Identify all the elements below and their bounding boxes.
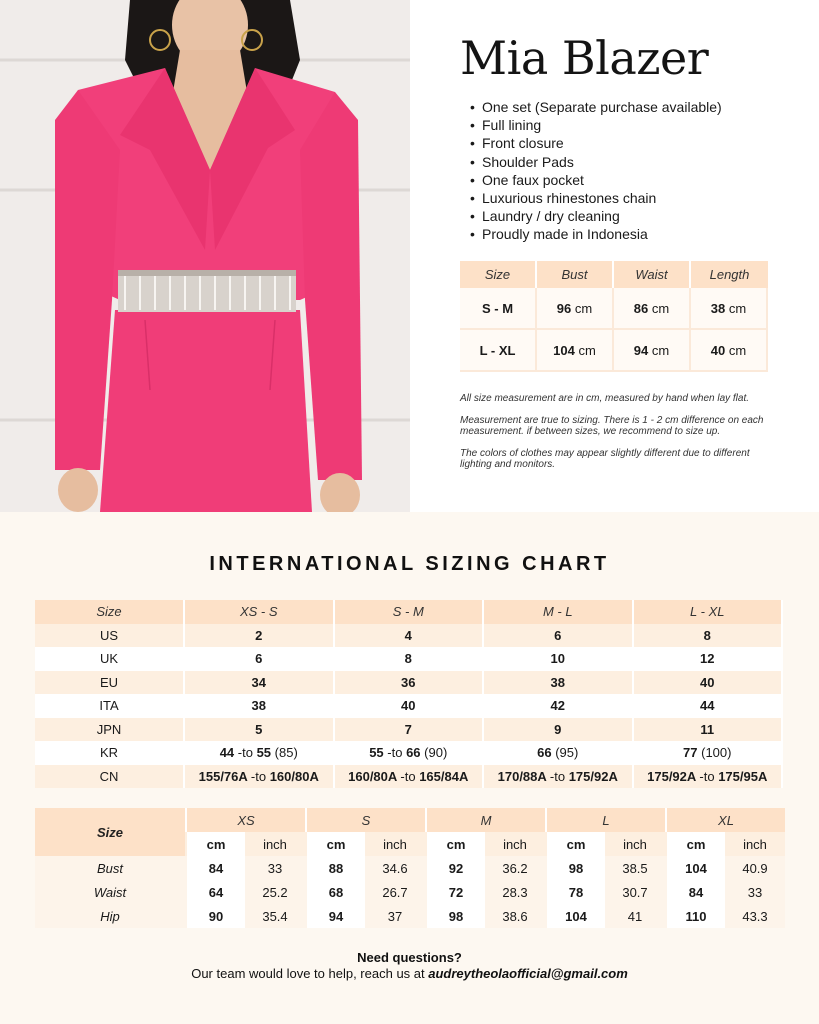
- inch-value-cell: 28.3: [485, 880, 545, 904]
- body-measurement-table: [35, 808, 785, 928]
- size-table-header-row: [460, 261, 768, 288]
- contact-line: [0, 966, 819, 982]
- length-header: Length: [691, 261, 768, 288]
- cm-value-cell: 90: [185, 904, 245, 928]
- intl-cell: 8: [335, 647, 485, 671]
- product-details: [460, 30, 790, 244]
- measure-size-group: XS: [185, 808, 305, 832]
- intl-header-cell: XS - S: [185, 600, 335, 624]
- cm-value-cell: 110: [665, 904, 725, 928]
- cm-value-cell: 98: [425, 904, 485, 928]
- intl-header-cell: M - L: [484, 600, 634, 624]
- measure-size-group: XL: [665, 808, 785, 832]
- intl-cell: 4: [335, 624, 485, 648]
- intl-row: [35, 647, 783, 671]
- measure-size-header: Size: [35, 808, 185, 856]
- intl-row-label: US: [35, 624, 185, 648]
- intl-cell: 38: [484, 671, 634, 695]
- intl-row-label: ITA: [35, 694, 185, 718]
- inch-value-cell: 41: [605, 904, 665, 928]
- contact-email-link[interactable]: audreytheolaofficial@gmail.com: [428, 966, 628, 981]
- inch-unit-header: inch: [245, 832, 305, 856]
- measure-row-label: Bust: [35, 856, 185, 880]
- intl-cell: 11: [634, 718, 784, 742]
- inch-unit-header: inch: [725, 832, 785, 856]
- cm-unit-header: cm: [305, 832, 365, 856]
- cm-value-cell: 94: [305, 904, 365, 928]
- intl-cell: 9: [484, 718, 634, 742]
- measure-size-group: S: [305, 808, 425, 832]
- inch-value-cell: 33: [245, 856, 305, 880]
- size-row: [460, 288, 768, 330]
- inch-value-cell: 40.9: [725, 856, 785, 880]
- inch-value-cell: 25.2: [245, 880, 305, 904]
- note-text: All size measurement are in cm, measured by hand when lay flat.: [460, 393, 750, 404]
- measurement-notes: [460, 393, 780, 481]
- feature-item: • Luxurious rhinestones chain: [470, 189, 790, 207]
- measure-row: [35, 880, 785, 904]
- size-header: Size: [460, 261, 537, 288]
- intl-row-label: UK: [35, 647, 185, 671]
- intl-cell: 10: [484, 647, 634, 671]
- measure-size-row: [35, 808, 785, 832]
- feature-list: [470, 98, 790, 244]
- product-title: Mia Blazer: [460, 31, 709, 85]
- intl-header-cell: Size: [35, 600, 185, 624]
- intl-row: [35, 671, 783, 695]
- intl-row: [35, 694, 783, 718]
- product-photo: [0, 0, 410, 512]
- intl-cell: 5: [185, 718, 335, 742]
- intl-cell: 155/76A -to 160/80A: [185, 765, 335, 789]
- cm-value-cell: 88: [305, 856, 365, 880]
- cm-value-cell: 84: [665, 880, 725, 904]
- model-wearing-blazer-image: [0, 0, 410, 512]
- intl-row-label: JPN: [35, 718, 185, 742]
- feature-item: • Proudly made in Indonesia: [470, 225, 790, 243]
- inch-value-cell: 30.7: [605, 880, 665, 904]
- measure-row-label: Hip: [35, 904, 185, 928]
- size-row: [460, 330, 768, 372]
- intl-cell: 160/80A -to 165/84A: [335, 765, 485, 789]
- bust-header: Bust: [537, 261, 614, 288]
- intl-cell: 175/92A -to 175/95A: [634, 765, 784, 789]
- cm-value-cell: 68: [305, 880, 365, 904]
- cm-value-cell: 104: [665, 856, 725, 880]
- inch-value-cell: 38.6: [485, 904, 545, 928]
- measure-row: [35, 856, 785, 880]
- inch-value-cell: 43.3: [725, 904, 785, 928]
- waist-cell: 86 cm: [614, 288, 691, 330]
- cm-value-cell: 92: [425, 856, 485, 880]
- cm-value-cell: 78: [545, 880, 605, 904]
- product-size-table: [460, 261, 768, 372]
- cm-value-cell: 84: [185, 856, 245, 880]
- intl-cell: 66 (95): [484, 741, 634, 765]
- intl-row-label: EU: [35, 671, 185, 695]
- feature-item: • One faux pocket: [470, 171, 790, 189]
- measure-row: [35, 904, 785, 928]
- inch-unit-header: inch: [485, 832, 545, 856]
- cm-value-cell: 64: [185, 880, 245, 904]
- intl-cell: 7: [335, 718, 485, 742]
- feature-item: • Shoulder Pads: [470, 153, 790, 171]
- feature-item: • Front closure: [470, 134, 790, 152]
- inch-value-cell: 35.4: [245, 904, 305, 928]
- cm-unit-header: cm: [665, 832, 725, 856]
- intl-cell: 40: [634, 671, 784, 695]
- contact-section: [0, 950, 819, 982]
- intl-cell: 36: [335, 671, 485, 695]
- intl-header-cell: L - XL: [634, 600, 784, 624]
- measure-size-group: M: [425, 808, 545, 832]
- length-cell: 38 cm: [691, 288, 768, 330]
- intl-row: [35, 741, 783, 765]
- intl-cell: 34: [185, 671, 335, 695]
- inch-unit-header: inch: [605, 832, 665, 856]
- intl-row-label: CN: [35, 765, 185, 789]
- intl-row: [35, 624, 783, 648]
- intl-cell: 12: [634, 647, 784, 671]
- inch-value-cell: 33: [725, 880, 785, 904]
- international-sizing-table: [35, 600, 783, 788]
- intl-cell: 40: [335, 694, 485, 718]
- intl-cell: 42: [484, 694, 634, 718]
- size-cell: S - M: [460, 288, 537, 330]
- cm-unit-header: cm: [185, 832, 245, 856]
- intl-cell: 8: [634, 624, 784, 648]
- intl-cell: 77 (100): [634, 741, 784, 765]
- intl-header-cell: S - M: [335, 600, 485, 624]
- intl-cell: 2: [185, 624, 335, 648]
- waist-header: Waist: [614, 261, 691, 288]
- intl-cell: 6: [185, 647, 335, 671]
- size-cell: L - XL: [460, 330, 537, 372]
- cm-unit-header: cm: [425, 832, 485, 856]
- intl-row: [35, 765, 783, 789]
- cm-value-cell: 72: [425, 880, 485, 904]
- contact-question: Need questions?: [357, 950, 462, 965]
- inch-value-cell: 26.7: [365, 880, 425, 904]
- intl-cell: 55 -to 66 (90): [335, 741, 485, 765]
- feature-item: • One set (Separate purchase available): [470, 98, 790, 116]
- note-text: The colors of clothes may appear slightly different due to different lighting and monitors.: [460, 447, 750, 470]
- note-text: Measurement are true to sizing. There is 1 - 2 cm difference on each measurement. if between sizes, we recommend to size up.: [460, 414, 764, 437]
- measure-row-label: Waist: [35, 880, 185, 904]
- intl-cell: 170/88A -to 175/92A: [484, 765, 634, 789]
- intl-cell: 6: [484, 624, 634, 648]
- inch-unit-header: inch: [365, 832, 425, 856]
- measure-size-group: L: [545, 808, 665, 832]
- intl-row-label: KR: [35, 741, 185, 765]
- cm-value-cell: 104: [545, 904, 605, 928]
- bust-cell: 96 cm: [537, 288, 614, 330]
- feature-item: • Full lining: [470, 116, 790, 134]
- international-chart-title: INTERNATIONAL SIZING CHART: [209, 553, 610, 575]
- inch-value-cell: 34.6: [365, 856, 425, 880]
- inch-value-cell: 38.5: [605, 856, 665, 880]
- inch-value-cell: 36.2: [485, 856, 545, 880]
- waist-cell: 94 cm: [614, 330, 691, 372]
- length-cell: 40 cm: [691, 330, 768, 372]
- contact-text: Our team would love to help, reach us at: [191, 966, 429, 981]
- cm-value-cell: 98: [545, 856, 605, 880]
- intl-cell: 38: [185, 694, 335, 718]
- bust-cell: 104 cm: [537, 330, 614, 372]
- cm-unit-header: cm: [545, 832, 605, 856]
- intl-cell: 44: [634, 694, 784, 718]
- intl-row: [35, 718, 783, 742]
- intl-cell: 44 -to 55 (85): [185, 741, 335, 765]
- intl-header-row: [35, 600, 783, 624]
- feature-item: • Laundry / dry cleaning: [470, 207, 790, 225]
- inch-value-cell: 37: [365, 904, 425, 928]
